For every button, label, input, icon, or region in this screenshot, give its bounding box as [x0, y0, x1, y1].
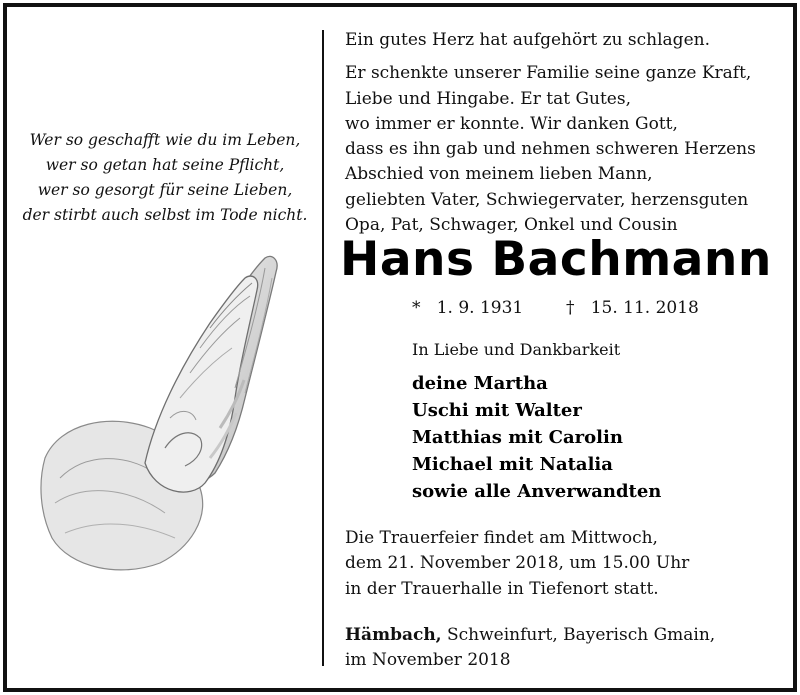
intro-line: Er schenkte unserer Familie seine ganze Kraft, — [345, 63, 752, 84]
death-date-value: 15. 11. 2018 — [590, 298, 699, 318]
intro-line: Liebe und Hingabe. Er tat Gutes, — [345, 88, 631, 109]
intro-line: wo immer er konnte. Wir danken Gott, — [345, 113, 678, 134]
funeral-line: in der Trauerhalle in Tiefenort statt. — [345, 578, 659, 599]
intro-line: geliebten Vater, Schwiegervater, herzensguten — [345, 189, 749, 210]
poem-line: der stirbt auch selbst im Tode nicht. — [22, 206, 308, 224]
poem-line: Wer so geschafft wie du im Leben, — [29, 131, 301, 149]
intro-first-line: Ein gutes Herz hat aufgehört zu schlagen. — [345, 30, 710, 50]
place-rest: Schweinfurt, Bayerisch Gmain, — [441, 625, 716, 645]
intro-text — [345, 28, 785, 238]
mourners-intro: In Liebe und Dankbarkeit — [412, 340, 621, 359]
poem-line: wer so gesorgt für seine Lieben, — [37, 181, 293, 199]
mourner-name: Michael mit Natalia — [412, 454, 613, 475]
poem-line: wer so getan hat seine Pflicht, — [45, 156, 285, 174]
cross-symbol: † — [566, 298, 575, 318]
praying-hands-icon — [40, 248, 310, 578]
birth-date — [412, 298, 523, 318]
place-line — [345, 623, 715, 648]
funeral-info — [345, 526, 689, 602]
birth-symbol: * — [412, 298, 421, 318]
intro-line: Opa, Pat, Schwager, Onkel und Cousin — [345, 215, 678, 236]
poem — [20, 128, 310, 228]
mourner-name: sowie alle Anverwandten — [412, 481, 662, 502]
place-and-date — [345, 623, 715, 674]
intro-line: dass es ihn gab und nehmen schweren Herzens — [345, 139, 756, 160]
notice-date: im November 2018 — [345, 650, 511, 671]
vertical-divider — [322, 30, 324, 666]
mourners-list — [412, 370, 661, 505]
funeral-line: dem 21. November 2018, um 15.00 Uhr — [345, 553, 690, 574]
mourner-name: Matthias mit Carolin — [412, 427, 623, 448]
intro-line: Abschied von meinem lieben Mann, — [345, 164, 653, 185]
death-date — [566, 298, 699, 318]
deceased-name: Hans Bachmann — [340, 232, 772, 287]
mourner-name: Uschi mit Walter — [412, 400, 582, 421]
birth-date-value: 1. 9. 1931 — [436, 298, 524, 318]
funeral-line: Die Trauerfeier findet am Mittwoch, — [345, 528, 658, 548]
place-town: Hämbach, — [345, 625, 442, 645]
mourner-name: deine Martha — [412, 373, 548, 394]
